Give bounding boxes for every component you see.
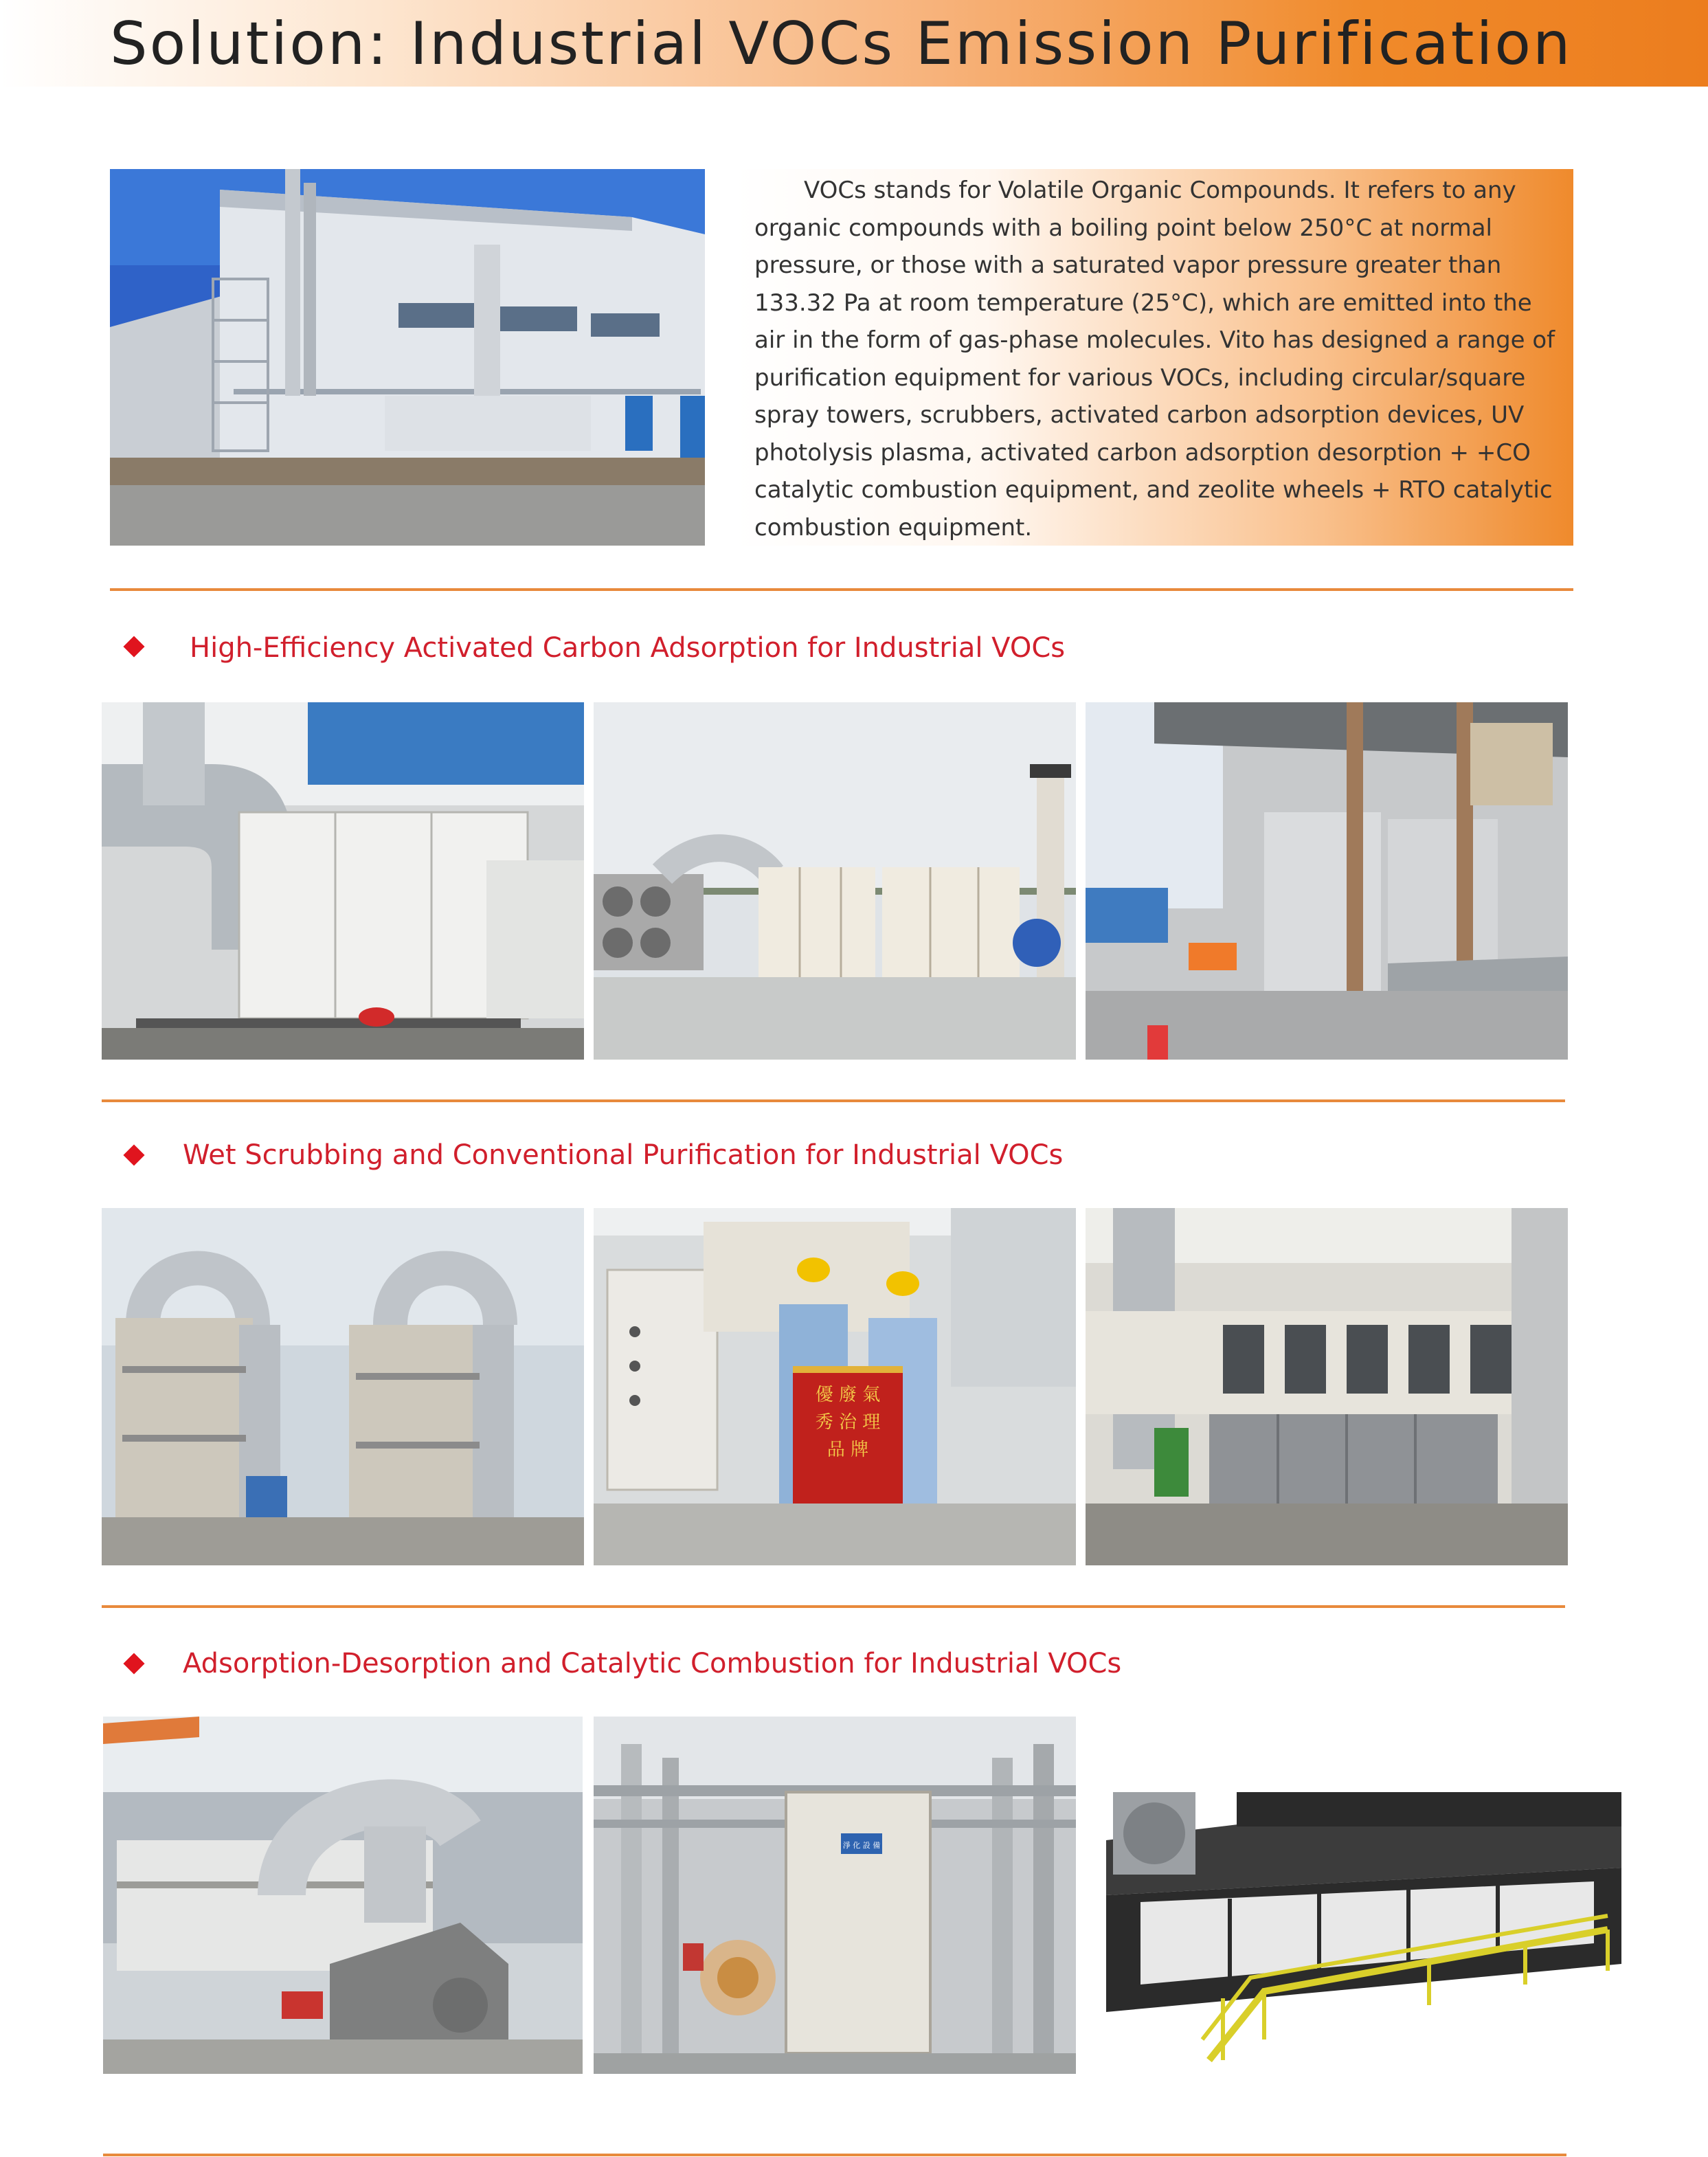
section-heading-wet-scrubbing: Wet Scrubbing and Conventional Purification for Industrial VOCs: [183, 1139, 1064, 1171]
diamond-bullet-icon: [123, 1653, 144, 1674]
diamond-bullet-icon: [123, 636, 144, 657]
factory-building-photo: [110, 169, 705, 546]
section-divider: [103, 2154, 1566, 2156]
cabinet-label: 淨 化 設 備: [842, 1841, 881, 1850]
catalytic-combustion-3d-render: [1086, 1717, 1650, 2074]
section-divider: [102, 1605, 1565, 1608]
pennant-line1: 優 廢 氣: [815, 1385, 881, 1405]
catalytic-combustion-photo-2: [594, 1717, 1076, 2074]
section-divider: [102, 1099, 1565, 1102]
page-title: Solution: Industrial VOCs Emission Purification: [110, 10, 1573, 78]
activated-carbon-unit-photo-2: [594, 702, 1076, 1060]
activated-carbon-unit-photo-1: [102, 702, 584, 1060]
wet-scrubber-photo-3: [1086, 1208, 1568, 1565]
section-heading-activated-carbon: High-Efficiency Activated Carbon Adsorption for Industrial VOCs: [190, 632, 1066, 664]
activated-carbon-unit-photo-3: [1086, 702, 1568, 1060]
customer-handover-photo: [594, 1208, 1076, 1565]
catalytic-combustion-photo-1: [103, 1717, 583, 2074]
pennant-line3: 品 牌: [827, 1440, 869, 1460]
diamond-bullet-icon: [123, 1144, 144, 1165]
wet-scrubber-photo-1: [102, 1208, 584, 1565]
intro-paragraph: VOCs stands for Volatile Organic Compounds. It refers to any organic compounds with a boiling point below 250°C at normal pressure, or those with a saturated vapor pressure greater than 133.32 Pa at room temperature (25°C), which are emitted into the air in the form of gas-phase molecules. Vito has designed a range of purification equipment for various VOCs, including circular/square spray towers, scrubbers, activated carbon adsorption devices, UV photolysis plasma, activated carbon adsorption desorption + +CO catalytic combustion equipment, and zeolite wheels + RTO catalytic combustion equipment.: [754, 177, 1555, 541]
section-heading-catalytic-combustion: Adsorption-Desorption and Catalytic Combustion for Industrial VOCs: [183, 1648, 1122, 1679]
section-divider: [110, 588, 1573, 591]
pennant-line2: 秀 治 理: [815, 1412, 881, 1433]
